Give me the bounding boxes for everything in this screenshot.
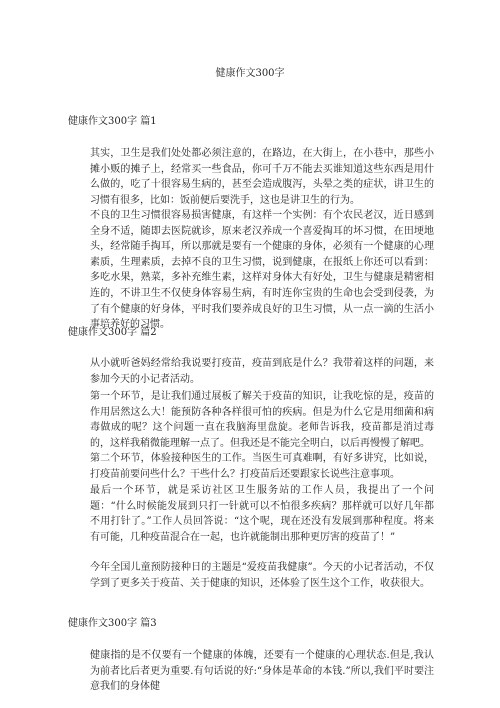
section-1-paragraph-1: 其实，卫生是我们处处都必须注意的，在路边，在大街上，在小巷中，那些小摊小贩的摊子上，经常买一些食品，你可千万不能去买谁知道这些东西是用什么做的，吃了十很容易生病的，甚至会造成腹泻，头晕之类的症状，讲卫生的习惯有很多，比如：饭前便后要洗手，这也是讲卫生的行为。	[90, 148, 434, 206]
section-heading-3: 健康作文300字 篇3	[68, 618, 157, 629]
section-3-paragraph-1: 健康指的是不仅要有一个健康的体魄，还要有一个健康的心理状态.但是,我认为前者比后者更为重要.有句话说的好:“身体是革命的本钱.”所以,我们平时要注意我们的身体健	[90, 650, 434, 693]
document-title: 健康作文300字	[215, 68, 285, 79]
section-1-paragraph-2: 不良的卫生习惯很容易损害健康，有这样一个实例：有个农民老汉，近日感到全身不适，随即去医院就诊，原来老汉养成一个喜爱掏耳的坏习惯，在田埂地头，经常随手掏耳，所以那就是要有一个健康的身体，必须有一个健康的心理素质，生理素质，去掉不良的卫生习惯，说到健康，在报纸上你还可以看到：多吃水果，熟菜，多补充维生素，这样对身体大有好处，卫生与健康是精密相连的，不讲卫生不仅使身体容易生病，有时连你宝贵的生命也会受到侵袭，为了有个健康的好身体，平时我们要养成良好的卫生习惯，从一点一滴的生活小事培养好的习惯。	[90, 210, 434, 331]
section-2-paragraph-3: 第二个环节，体验接种医生的工作。当医生可真难啊，有好多讲究，比如说，打疫苗前要问些什么？干些什么？打疫苗后还要跟家长说些注意事项。	[90, 453, 434, 480]
section-2-paragraph-2: 第一个环节，是让我们通过展板了解关于疫苗的知识，让我吃惊的是，疫苗的作用居然这么大！能预防各种各样很可怕的疾病。但是为什么它是用细菌和病毒做成的呢？这个问题一直在我脑海里盘旋。老师告诉我，疫苗都是消过毒的，这样我稍微能理解一点了。但我还是不能完全明白，以后再慢慢了解吧。	[90, 391, 434, 449]
section-heading-1: 健康作文300字 篇1	[68, 116, 157, 127]
section-2-paragraph-5: 今年全国儿童预防接种日的主题是“爱疫苗我健康”。今天的小记者活动，不仅学到了更多关于疫苗、关于健康的知识，还体验了医生这个工作，收获很大。	[90, 562, 434, 589]
section-heading-2: 健康作文300字 篇2	[68, 327, 157, 338]
section-2-paragraph-4: 最后一个环节，就是采访社区卫生服务站的工作人员，我提出了一个问题：“什么时候能发展到只打一针就可以不怕很多疾病？那样就可以好几年都不用打针了。”工作人员回答说：“这个呢，现在还没有发展到那种程度。将来有可能，几种疫苗混合在一起，也许就能制出那种更厉害的疫苗了！”	[90, 485, 434, 543]
section-2-paragraph-1: 从小就听爸妈经常给我说要打疫苗，疫苗到底是什么？我带着这样的问题，来参加今天的小记者活动。	[90, 358, 434, 385]
